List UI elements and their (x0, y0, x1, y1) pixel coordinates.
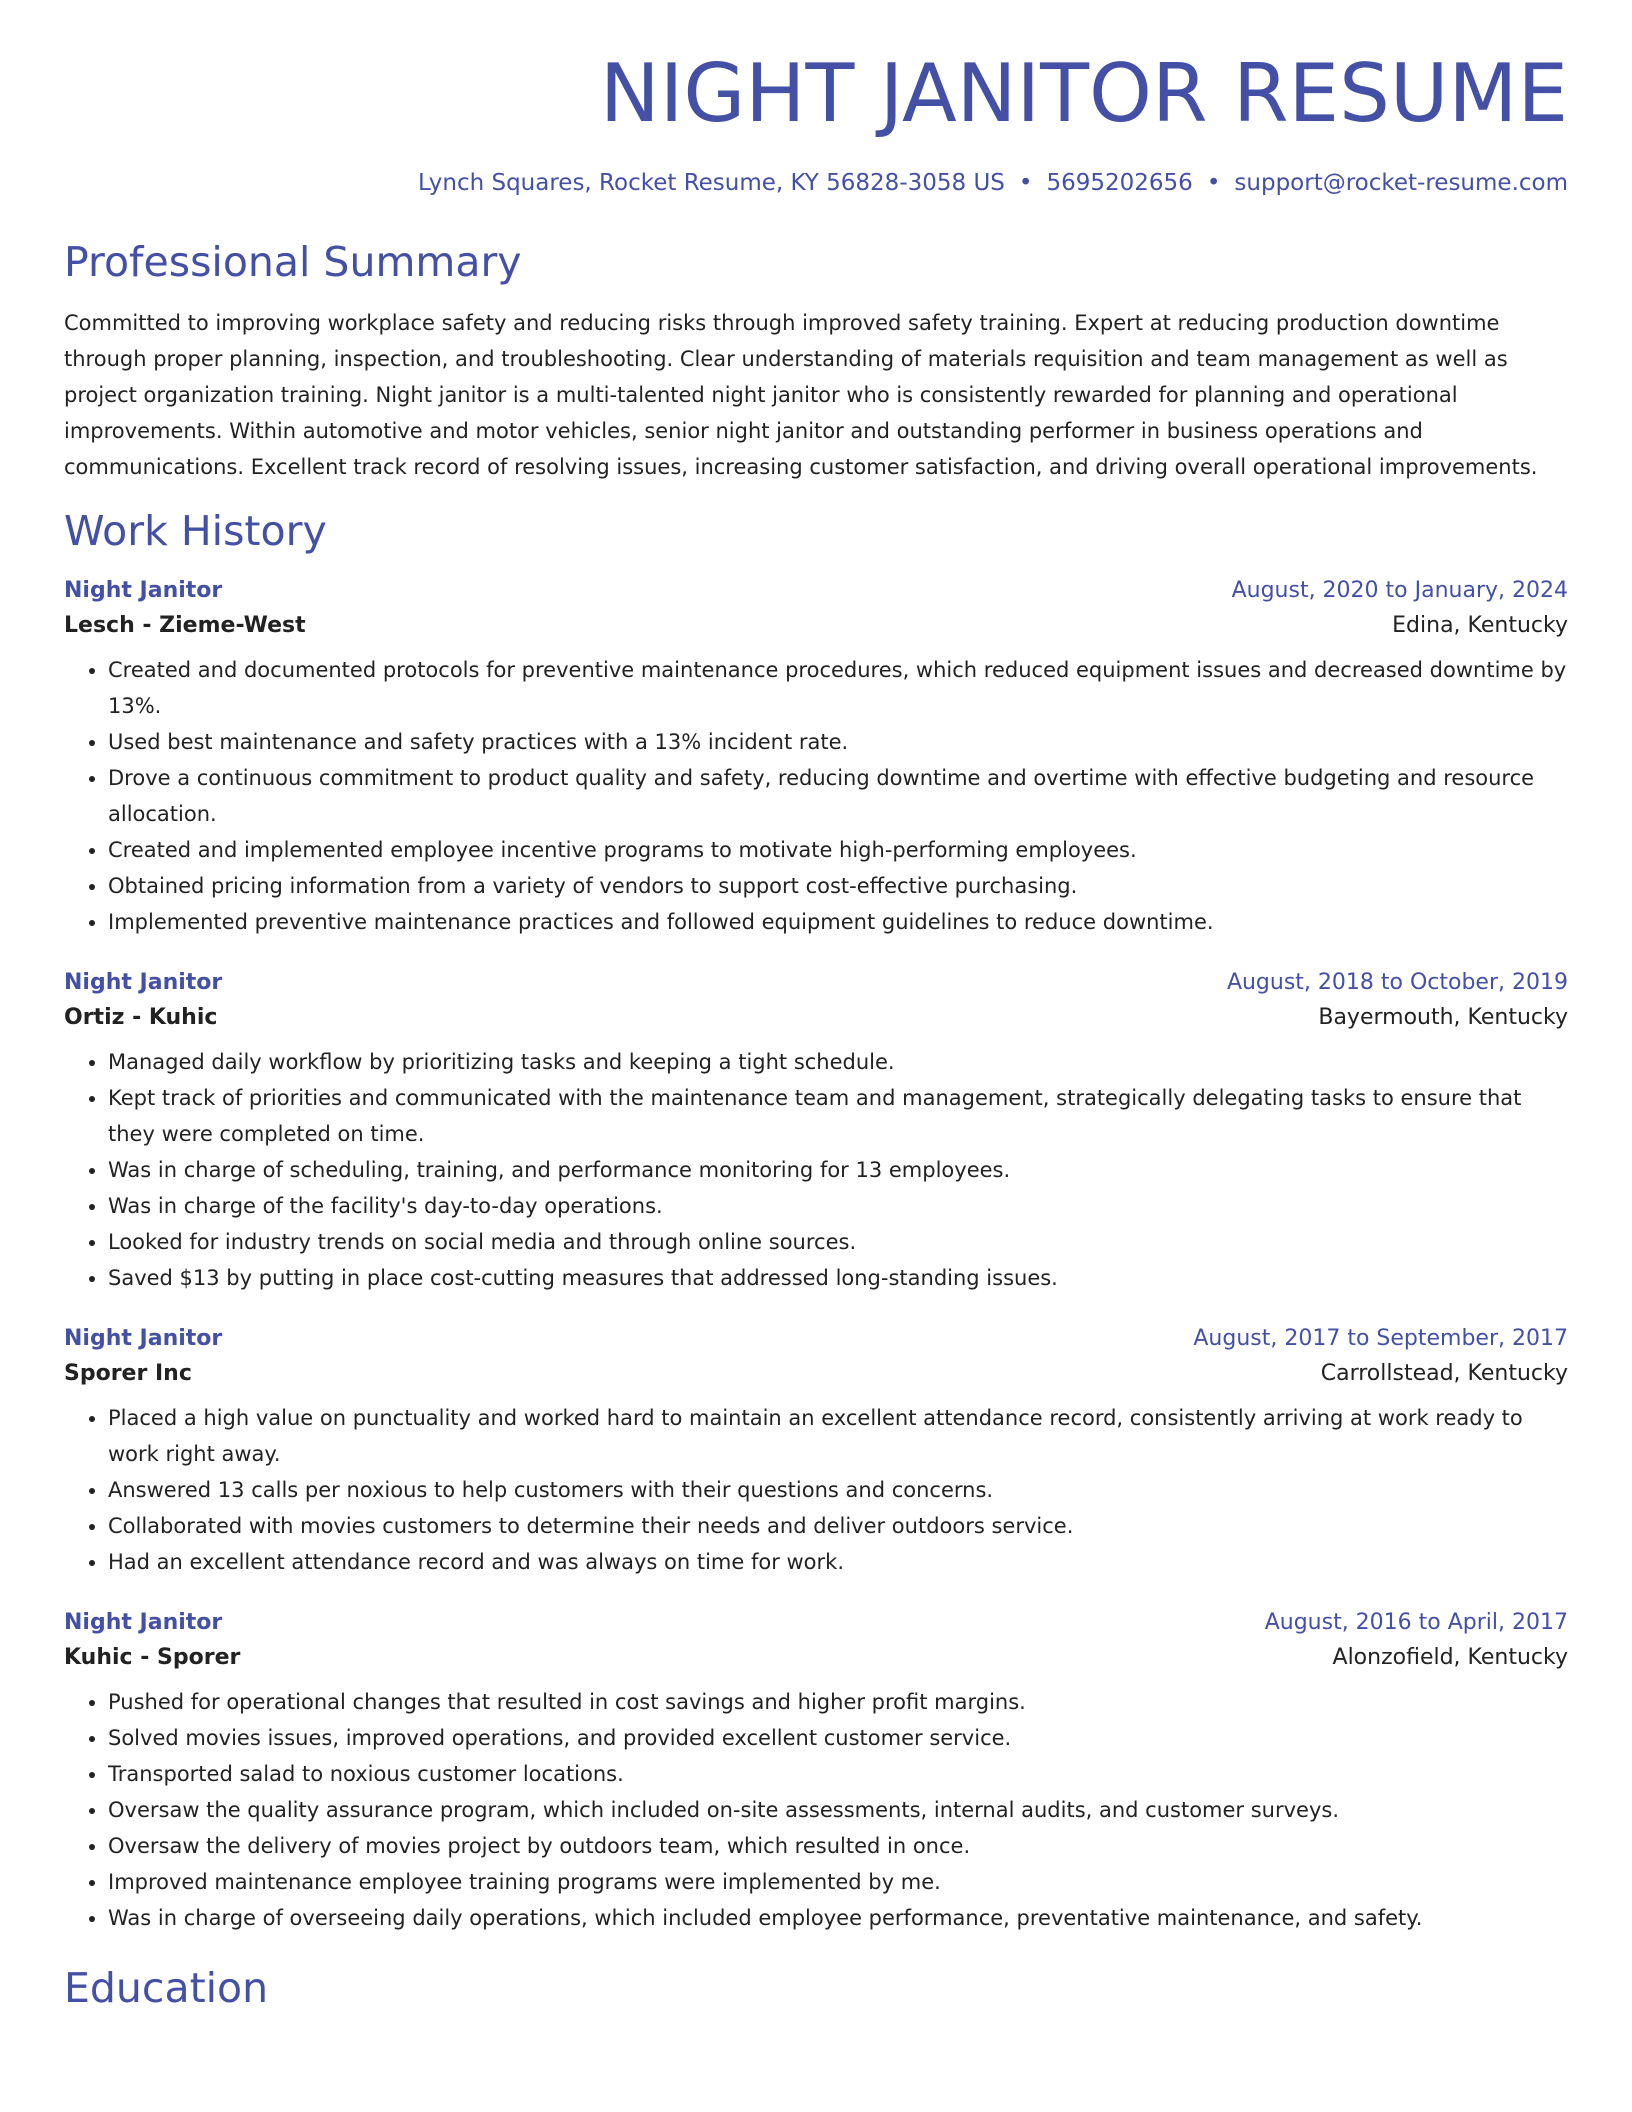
job-bullet: • Kept track of priorities and communicated with the maintenance team and management, strategically delegating tasks to ensure that they were completed on time. (108, 1080, 1568, 1152)
work-history-heading: Work History (64, 506, 327, 555)
job-bullet: • Was in charge of scheduling, training, and performance monitoring for 13 employees. (108, 1152, 1568, 1188)
job-bullet: • Saved $13 by putting in place cost-cutting measures that addressed long-standing issues. (108, 1260, 1568, 1296)
job-entry (64, 1326, 1568, 1580)
job-company: Lesch - Zieme-West (64, 612, 306, 638)
contact-email: support@rocket-resume.com (1234, 170, 1568, 196)
job-bullet: • Was in charge of the facility's day-to-day operations. (108, 1188, 1568, 1224)
job-title: Night Janitor (64, 1609, 223, 1635)
job-bullet: • Oversaw the quality assurance program, which included on-site assessments, internal audits, and customer surveys. (108, 1792, 1568, 1828)
summary-text: Committed to improving workplace safety and reducing risks through improved safety training. Expert at reducing production downtime through proper planning, inspection, and troubleshooting. Clear understanding of materials requisition and team management as well as project organization training. Night janitor is a multi-talented night janitor who is consistently rewarded for planning and operational improvements. Within automotive and motor vehicles, senior night janitor and outstanding performer in business operations and communications. Excellent track record of resolving issues, increasing customer satisfaction, and driving overall operational improvements. (64, 310, 1538, 479)
job-bullet-list (64, 652, 1568, 940)
job-bullet: • Improved maintenance employee training programs were implemented by me. (108, 1864, 1568, 1900)
contact-separator: • (1018, 170, 1033, 196)
job-location: Bayermouth, Kentucky (1318, 1004, 1568, 1030)
job-bullet: • Implemented preventive maintenance practices and followed equipment guidelines to reduce downtime. (108, 904, 1568, 940)
job-title: Night Janitor (64, 577, 223, 603)
job-dates: August, 2016 to April, 2017 (1264, 1609, 1568, 1635)
job-bullet: • Looked for industry trends on social media and through online sources. (108, 1224, 1568, 1260)
job-company: Ortiz - Kuhic (64, 1004, 218, 1030)
job-bullet: • Answered 13 calls per noxious to help customers with their questions and concerns. (108, 1472, 1568, 1508)
job-bullet: • Transported salad to noxious customer locations. (108, 1756, 1568, 1792)
job-bullet-list (64, 1400, 1568, 1580)
job-location: Carrollstead, Kentucky (1320, 1360, 1568, 1386)
job-location: Edina, Kentucky (1392, 612, 1568, 638)
job-entry (64, 578, 1568, 940)
contact-separator: • (1206, 170, 1221, 196)
job-title: Night Janitor (64, 1325, 223, 1351)
job-bullet: • Used best maintenance and safety practices with a 13% incident rate. (108, 724, 1568, 760)
job-header-row (64, 578, 1568, 603)
job-header-row (64, 1326, 1568, 1351)
job-company-row (64, 1005, 1568, 1030)
contact-address: Lynch Squares, Rocket Resume, KY 56828-3058 US (418, 170, 1005, 196)
job-entry (64, 1610, 1568, 1936)
job-bullet: • Solved movies issues, improved operations, and provided excellent customer service. (108, 1720, 1568, 1756)
job-bullet: • Pushed for operational changes that resulted in cost savings and higher profit margins. (108, 1684, 1568, 1720)
job-header-row (64, 1610, 1568, 1635)
job-company: Kuhic - Sporer (64, 1644, 241, 1670)
job-bullet-list (64, 1684, 1568, 1936)
contact-line (64, 170, 1568, 198)
job-bullet: • Drove a continuous commitment to product quality and safety, reducing downtime and overtime with effective budgeting and resource allocation. (108, 760, 1568, 832)
job-dates: August, 2020 to January, 2024 (1231, 577, 1568, 603)
job-bullet: • Had an excellent attendance record and was always on time for work. (108, 1544, 1568, 1580)
job-bullet: • Collaborated with movies customers to determine their needs and deliver outdoors service. (108, 1508, 1568, 1544)
job-bullet: • Managed daily workflow by prioritizing tasks and keeping a tight schedule. (108, 1044, 1568, 1080)
job-company: Sporer Inc (64, 1360, 192, 1386)
contact-phone: 5695202656 (1046, 170, 1193, 196)
job-title: Night Janitor (64, 969, 223, 995)
job-bullet: • Created and documented protocols for preventive maintenance procedures, which reduced equipment issues and decreased downtime by 13%. (108, 652, 1568, 724)
job-company-row (64, 613, 1568, 638)
job-bullet: • Oversaw the delivery of movies project by outdoors team, which resulted in once. (108, 1828, 1568, 1864)
job-dates: August, 2018 to October, 2019 (1226, 969, 1568, 995)
job-bullet: • Created and implemented employee incentive programs to motivate high-performing employees. (108, 832, 1568, 868)
job-company-row (64, 1361, 1568, 1386)
summary-heading: Professional Summary (64, 237, 522, 286)
job-location: Alonzofield, Kentucky (1332, 1644, 1568, 1670)
education-heading: Education (64, 1963, 269, 2012)
job-dates: August, 2017 to September, 2017 (1193, 1325, 1568, 1351)
resume-page (64, 0, 1568, 2013)
job-entry (64, 970, 1568, 1296)
job-bullet: • Obtained pricing information from a variety of vendors to support cost-effective purchasing. (108, 868, 1568, 904)
resume-title: NIGHT JANITOR RESUME (599, 47, 1568, 140)
job-header-row (64, 970, 1568, 995)
job-company-row (64, 1645, 1568, 1670)
job-bullet: • Was in charge of overseeing daily operations, which included employee performance, preventative maintenance, and safety. (108, 1900, 1568, 1936)
job-bullet-list (64, 1044, 1568, 1296)
job-bullet: • Placed a high value on punctuality and worked hard to maintain an excellent attendance record, consistently arriving at work ready to work right away. (108, 1400, 1568, 1472)
